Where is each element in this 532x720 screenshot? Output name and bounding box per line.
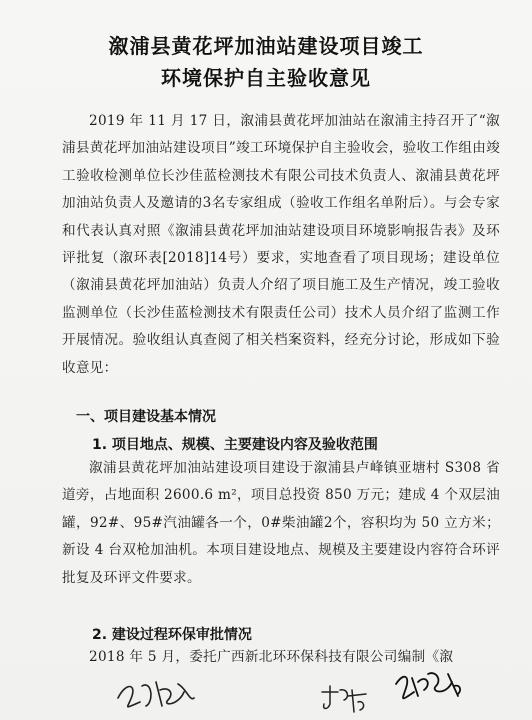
section1-heading: 一、项目建设基本情况 — [76, 409, 216, 425]
subsection1-paragraph: 溆浦县黄花坪加油站建设项目建设于溆浦县卢峰镇亚塘村 S308 省道旁，占地面积 2600.6 m²，项目总投资 850 万元；建成 4 个双层油罐，92#、95#汽油罐各一个，0#柴油罐2个，容积均为 50 立方米；新设 4 台双枪加油机。本项目建设地点、规模及主要建设内容符合环评批复及环评文件要求。 — [62, 460, 500, 586]
subsection1-heading: 1. 项目地点、规模、主要建设内容及验收范围 — [92, 437, 378, 453]
document-title-line1: 溆浦县黄花坪加油站建设项目竣工 — [108, 34, 424, 58]
signatures-area — [0, 666, 532, 720]
subsection2-paragraph: 2018 年 5 月，委托广西新北环环保科技有限公司编制《溆 — [89, 649, 454, 665]
intro-paragraph: 2019 年 11 月 17 日，溆浦县黄花坪加油站在溆浦主持召开了“溆浦县黄花坪加油站建设项目”竣工环境保护自主验收会，验收工作组由竣工验收检测单位长沙佳蓝检测技术有限公司技术负责人、溆浦县黄花坪加油站负责人及邀请的3名专家组成（验收工作组名单附后）。与会专家和代表认真对照《溆浦县黄花坪加油站建设项目环境影响报告表》及环评批复（溆环表[2018]14号）要求，实地查看了项目现场；建设单位（溆浦县黄花坪加油站）负责人介绍了项目施工及生产情况，竣工验收监测单位（长沙佳蓝检测技术有限责任公司）技术人员介绍了监测工作开展情况。验收组认真查阅了相关档案资料，经充分讨论，形成如下验收意见： — [62, 113, 500, 376]
signature-1 — [112, 672, 198, 714]
subsection2-heading: 2. 建设过程环保审批情况 — [92, 627, 252, 643]
document-title-line2: 环境保护自主验收意见 — [161, 66, 371, 90]
signature-3 — [392, 666, 464, 706]
signature-2 — [318, 682, 372, 716]
